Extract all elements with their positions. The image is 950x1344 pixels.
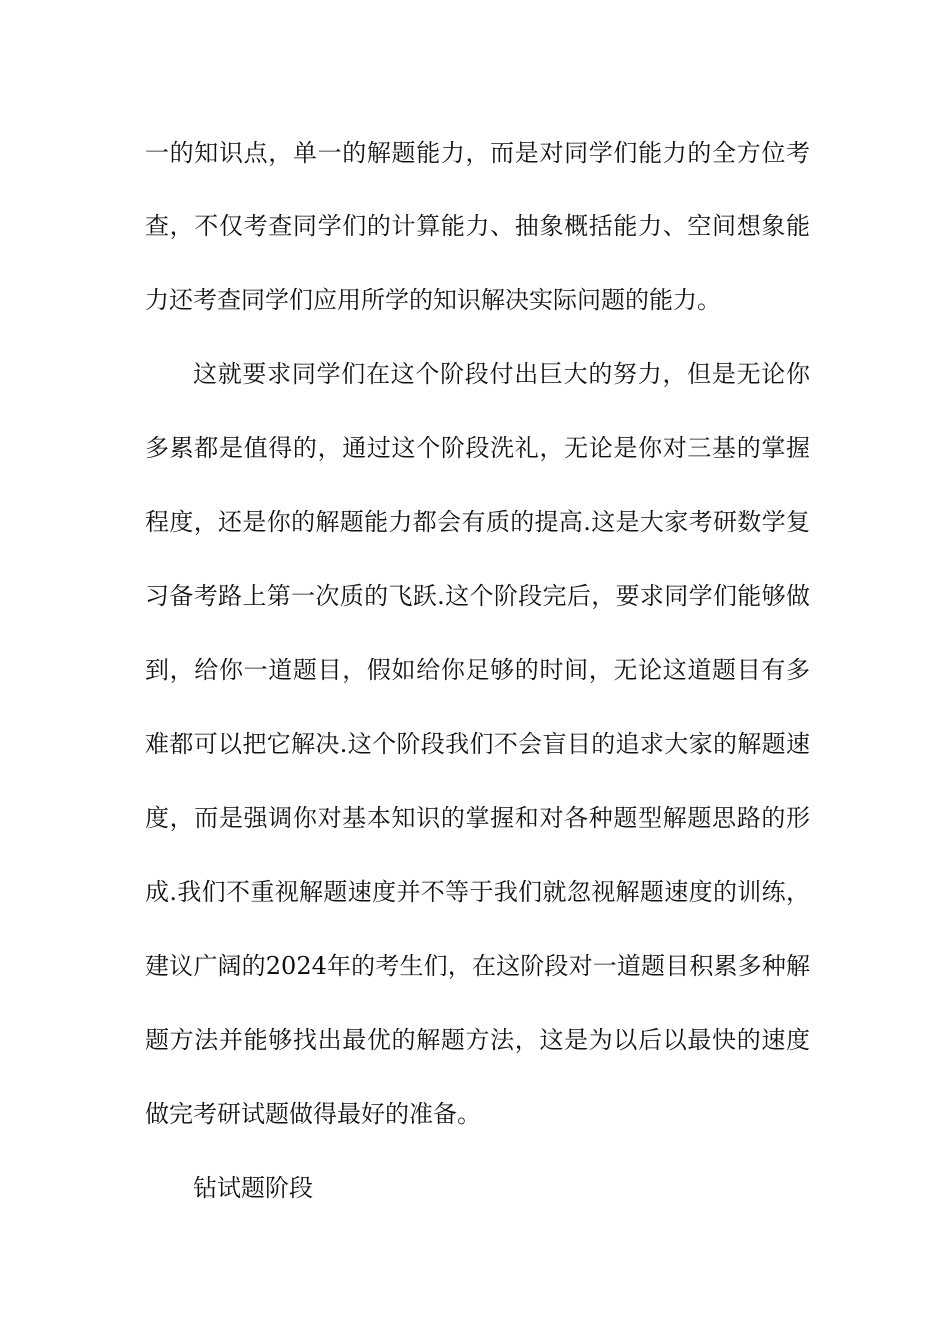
paragraph-line: 多累都是值得的，通过这个阶段洗礼，无论是你对三基的掌握 [145, 434, 810, 462]
paragraph-line: 度，而是强调你对基本知识的掌握和对各种题型解题思路的形 [145, 804, 810, 832]
paragraph-line: 查，不仅考查同学们的计算能力、抽象概括能力、空间想象能 [145, 212, 810, 240]
paragraph-line: 习备考路上第一次质的飞跃.这个阶段完后，要求同学们能够做 [145, 582, 810, 610]
paragraph-line: 力还考查同学们应用所学的知识解决实际问题的能力。 [145, 286, 721, 314]
paragraph-line: 难都可以把它解决.这个阶段我们不会盲目的追求大家的解题速 [145, 730, 810, 758]
section-heading: 钻试题阶段 [193, 1174, 313, 1202]
paragraph-line: 这就要求同学们在这个阶段付出巨大的努力，但是无论你 [193, 360, 810, 388]
paragraph-line: 成.我们不重视解题速度并不等于我们就忽视解题速度的训练， [145, 878, 810, 906]
paragraph-line: 题方法并能够找出最优的解题方法，这是为以后以最快的速度 [145, 1026, 810, 1054]
paragraph-line: 到，给你一道题目，假如给你足够的时间，无论这道题目有多 [145, 656, 810, 684]
paragraph-line: 建议广阔的2024年的考生们，在这阶段对一道题目积累多种解 [145, 952, 810, 980]
paragraph-line: 做完考研试题做得最好的准备。 [145, 1100, 481, 1128]
paragraph-line: 一的知识点，单一的解题能力，而是对同学们能力的全方位考 [145, 139, 810, 167]
paragraph-line: 程度，还是你的解题能力都会有质的提高.这是大家考研数学复 [145, 508, 810, 536]
